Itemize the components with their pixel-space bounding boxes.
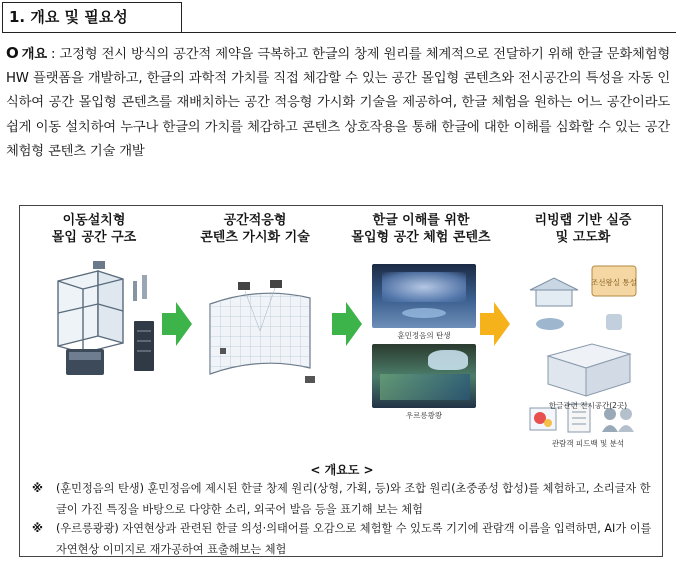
column-title-content: 한글 이해를 위한 몰입형 공간 체험 콘텐츠 — [351, 213, 491, 245]
overview-lead: 개요 — [21, 47, 47, 62]
caption-exhibition-space: 한글관련 전시공간(2곳) — [548, 401, 628, 410]
note-hunminjeongeum: ※ (훈민정음의 탄생) 훈민정음에 제시된 한글 창제 원리(상형, 가획, 등)와 조합 원리(초중종성 합성)를 체험하고, 소리글자 한글이 가진 특징을 바탕으로 다양한 소리, 외국어 발음 등을 표기해 보는 체험 — [32, 478, 652, 520]
title-divider — [182, 32, 676, 33]
svg-text:조선왕실 통설: 조선왕실 통설 — [591, 278, 637, 287]
column-title-structure: 이동설치형 몰입 공간 구조 — [51, 213, 137, 245]
photo-caption-hunminjeongeum: 훈민정음의 탄생 — [397, 331, 451, 340]
reference-mark-icon: ※ — [32, 522, 43, 535]
photo-hunminjeongeum — [372, 264, 476, 328]
photo-ureureungkwangkwang — [372, 344, 476, 408]
column-title-living-lab: 리빙랩 기반 실증 및 고도화 — [534, 213, 632, 245]
figure-caption: < 개요도 > — [310, 463, 374, 477]
mobile-structure-illustration — [38, 261, 163, 381]
photo-caption-ureureungkwangkwang: 우르릉쾅쾅 — [405, 411, 443, 420]
sign-icon — [591, 266, 637, 296]
exhibition-space-icon — [548, 344, 630, 396]
bullet-circle-icon: O — [6, 44, 19, 62]
arrow-green-icon — [332, 302, 362, 346]
overview-paragraph — [6, 41, 670, 164]
note-ureureungkwangkwang: ※ (우르릉쾅쾅) 자연현상과 관련된 한글 의성·의태어를 오감으로 체험할 수 있도록 기기에 관람객 이름을 입력하면, AI가 이를 자연현상 이미지로 재가공하여 표출해보는 체험 — [32, 518, 652, 560]
living-lab-illustration — [518, 258, 658, 458]
arrow-green-icon — [162, 302, 192, 346]
section-title: 1. 개요 및 필요성 — [2, 2, 182, 33]
column-title-visualization: 공간적응형 콘텐츠 가시화 기술 — [200, 213, 310, 245]
palace-icon — [530, 278, 578, 306]
server-rack-icon — [134, 321, 154, 371]
reference-mark-icon: ※ — [32, 482, 43, 495]
arrow-orange-icon — [480, 302, 510, 346]
overview-text: : 고정형 전시 방식의 공간적 제약을 극복하고 한글의 창제 원리를 체계적으로 전달하기 위해 한글 문화체험형 HW 플랫폼을 개발하고, 한글의 과학적 가치를 직접 체감할 수 있는 공간 몰입형 콘텐츠와 전시공간의 특성을 자동 인식하여 공간 몰입형 콘텐츠를 재배치하는 공간 적응형 가시화 기술을 제공하여, 한글 체험을 원하는 어느 공간이라도 쉽게 이동 설치하여 누구나 한글의 가치를 체감하고 콘텐츠 상호작용을 통해 한글에 대한 이해를 심화할 수 있는 공간 체험형 콘텐츠 기술 개발 — [6, 47, 670, 159]
curved-screen-illustration — [200, 276, 340, 386]
caption-visitor-feedback: 관람객 피드백 및 분석 — [551, 439, 625, 448]
overview-diagram — [19, 205, 663, 557]
